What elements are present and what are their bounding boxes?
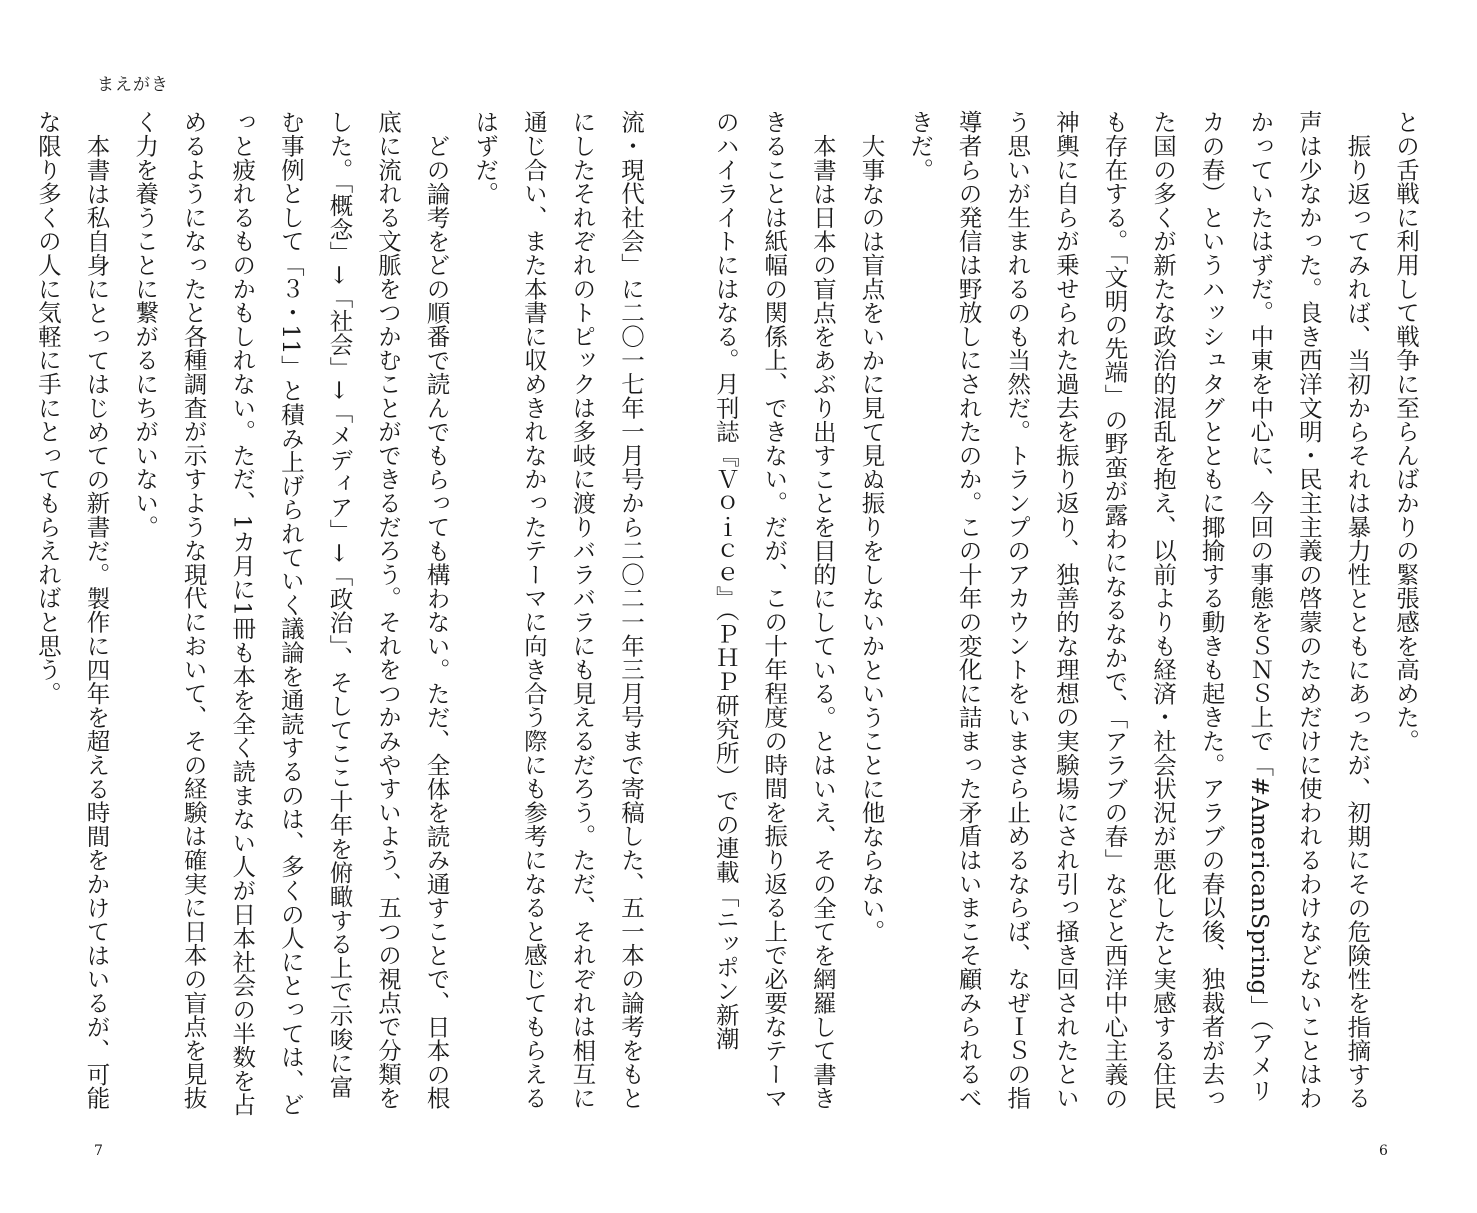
page-number-right: 6 xyxy=(1379,1143,1388,1159)
paragraph: どの論考をどの順番で読んでもらっても構わない。ただ、全体を読み通すことで、日本の根底に流れる文脈をつかむことができるだろう。それをつかみやすいよう、五つの視点で分類をした。「概念」→「社会」→「メディア」→「政治」、そしてここ十年を俯瞰する上で示唆に富む事例として「３・11」と積み上げられていく議論を通読するのは、多くの人にとっては、どっと疲れるものかもしれない。ただ、1カ月に1冊も本を全く読まない人が日本社会の半数を占めるようになったと各種調査が示すような現代において、その経験は確実に日本の盲点を見抜く力を養うことに繋がるにちがいない。 xyxy=(131,110,451,1117)
paragraph: 大事なのは盲点をいかに見て見ぬ振りをしないかということに他ならない。 xyxy=(857,133,886,943)
running-header: まえがき xyxy=(97,75,169,95)
right-page-text xyxy=(711,110,1430,1120)
left-page-text xyxy=(33,110,655,1120)
right-page xyxy=(711,110,1430,1120)
left-page xyxy=(33,110,655,1120)
paragraph: 本書は私自身にとってはじめての新書だ。製作に四年を超える時間をかけてはいるが、可能な限り多くの人に気軽に手にとってもらえればと思う。 xyxy=(33,110,111,1110)
paragraph: との舌戦に利用して戦争に至らんばかりの緊張感を高めた。 xyxy=(1392,110,1420,753)
page-number-left: 7 xyxy=(94,1143,103,1159)
paragraph: 流・現代社会」に二〇一七年一月号から二〇二一年三月号まで寄稿した、五一本の論考をもとにしたそれぞれのトピックは多岐に渡りバラバラにも見えるだろう。ただ、それぞれは相互に通じ合い、また本書に収めきれなかったテーマに向き合う際にも参考になると感じてもらえるはずだ。 xyxy=(471,110,645,1110)
paragraph: 本書は日本の盲点をあぶり出すことを目的にしている。とはいえ、その全てを網羅して書ききることは紙幅の関係上、できない。だが、この十年程度の時間を振り返る上で必要なテーマのハイライトにはなる。月刊誌『Ｖｏｉｃｅ』（ＰＨＰ研究所）での連載「ニッポン新潮 xyxy=(711,110,837,1110)
paragraph: 振り返ってみれば、当初からそれは暴力性とともにあったが、初期にその危険性を指摘する声は少なかった。良き西洋文明・民主主義の啓蒙のためだけに使われるわけなどないことはわかっていたはずだ。中東を中心に、今回の事態をＳＮＳ上で「#AmericanSpring」（アメリカの春）というハッシュタグとともに揶揄する動きも起きた。アラブの春以後、独裁者が去った国の多くが新たな政治的混乱を抱え、以前よりも経済・社会状況が悪化したと実感する住民も存在する。「文明の先端」の野蛮が露わになるなかで、「アラブの春」などと西洋中心主義の神輿に自らが乗せられた過去を振り返り、独善的な理想の実験場にされ引っ掻き回されたという思いが生まれるのも当然だ。トランプのアカウントをいまさら止めるならば、なぜＩＳの指導者らの発信は野放しにされたのか。この十年の変化に詰まった矛盾はいまこそ顧みられるべきだ。 xyxy=(906,110,1372,1110)
